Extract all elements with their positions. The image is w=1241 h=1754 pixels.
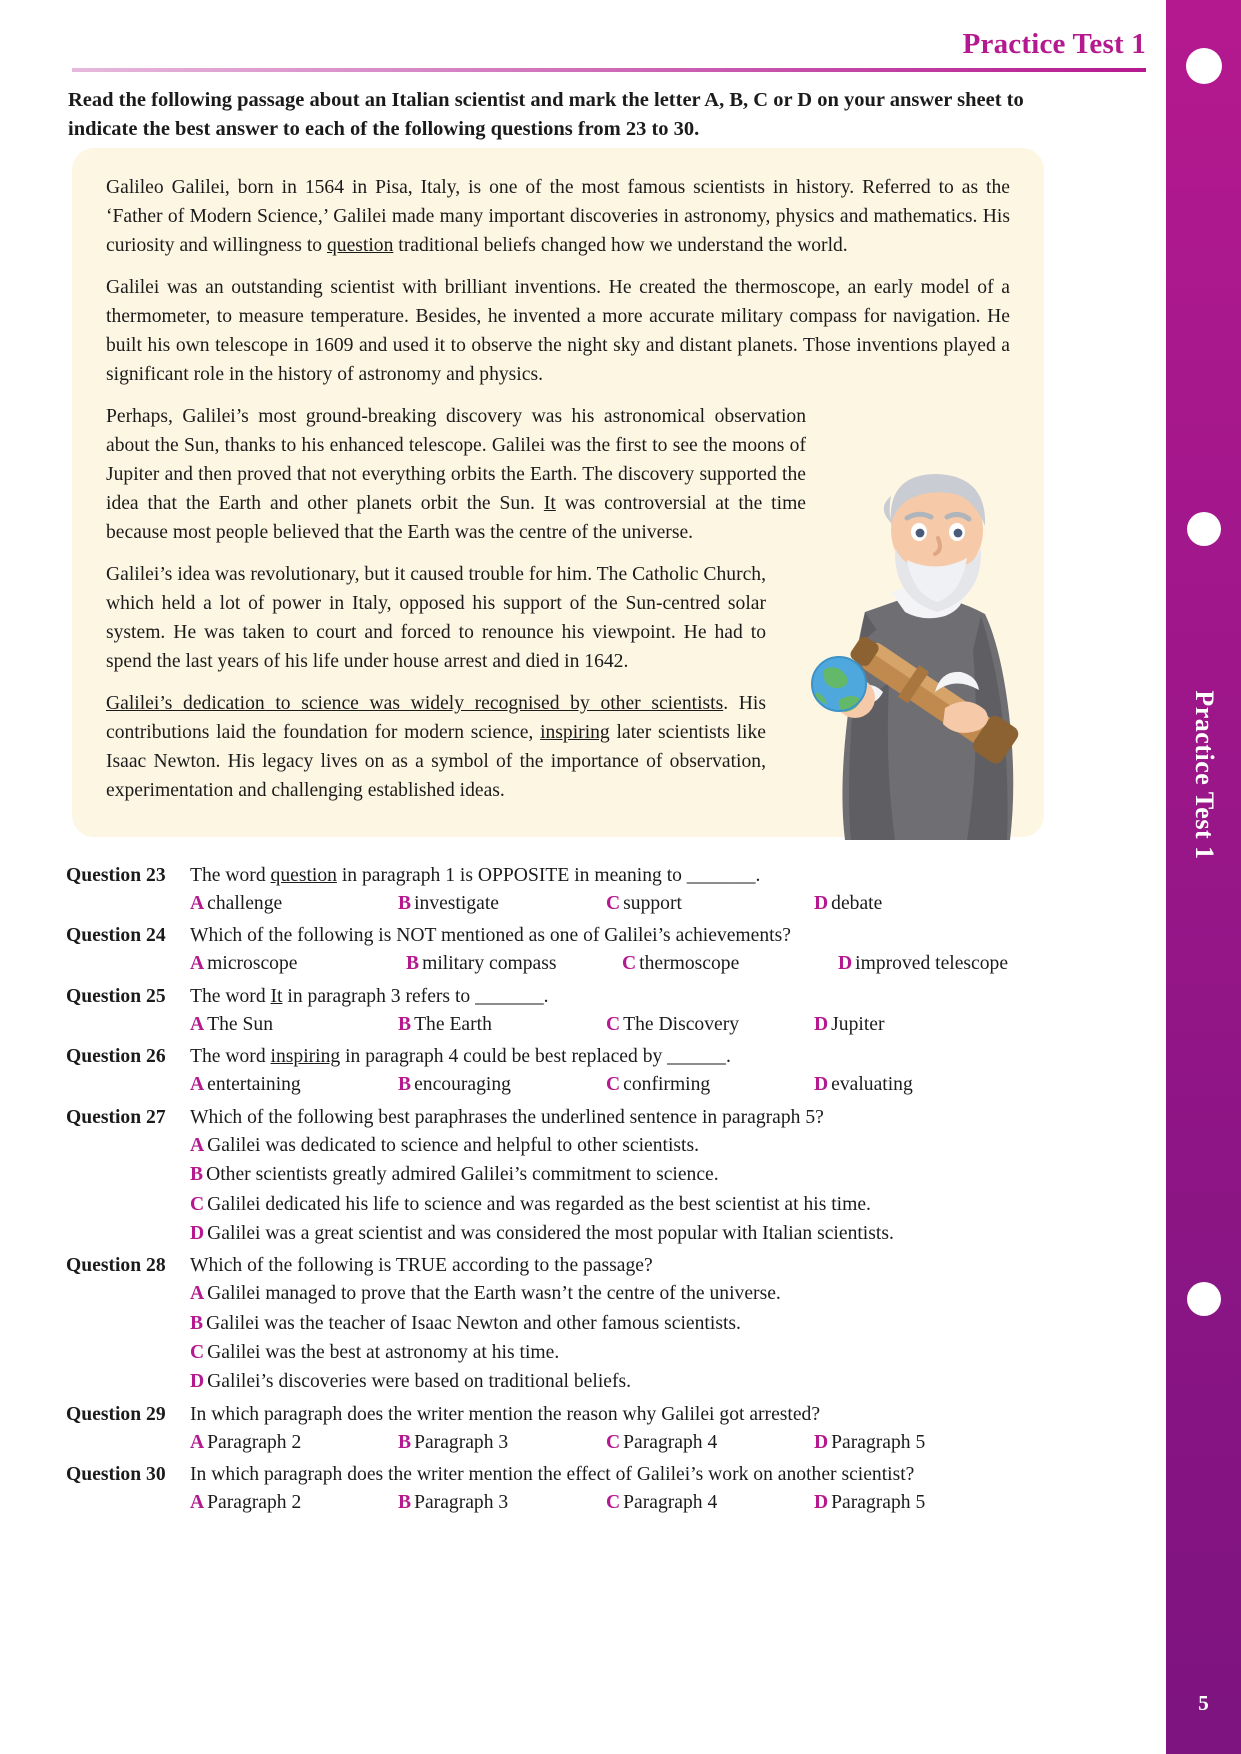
option-letter: B xyxy=(190,1164,204,1186)
option-a[interactable] xyxy=(190,1279,1066,1308)
question-text-part-b: in paragraph 1 is OPPOSITE in meaning to _______. xyxy=(336,865,761,886)
option-letter: A xyxy=(190,1074,205,1096)
option-column xyxy=(190,1279,1066,1397)
question-block xyxy=(66,922,1066,978)
question-number: Question 30 xyxy=(66,1464,166,1486)
option-a[interactable] xyxy=(190,1488,398,1517)
option-row xyxy=(190,1428,1066,1457)
option-label: improved telescope xyxy=(855,953,1009,975)
option-letter: A xyxy=(190,1492,205,1514)
question-keyword: inspiring xyxy=(270,1046,341,1068)
question-text-part-a: Which of the following is TRUE according to the passage? xyxy=(190,1255,653,1277)
option-label: Paragraph 3 xyxy=(414,1431,509,1453)
option-c[interactable] xyxy=(606,889,814,918)
option-letter: B xyxy=(398,1013,412,1035)
option-b[interactable] xyxy=(398,1488,606,1517)
question-block xyxy=(66,1401,1066,1457)
question-text-part-b: in paragraph 4 could be best replaced by ______. xyxy=(340,1046,731,1068)
option-label: Galilei managed to prove that the Earth wasn’t the centre of the universe. xyxy=(207,1283,781,1305)
question-text-part-b: in paragraph 3 refers to _______. xyxy=(282,985,549,1007)
rail-dot-3 xyxy=(1187,1282,1221,1316)
option-letter: C xyxy=(190,1193,205,1215)
option-letter: A xyxy=(190,1283,205,1305)
option-letter: D xyxy=(814,1074,829,1096)
option-letter: D xyxy=(814,1492,829,1514)
option-row xyxy=(190,1070,1066,1099)
option-c[interactable] xyxy=(190,1338,1066,1367)
option-d[interactable] xyxy=(190,1367,1066,1396)
option-letter: D xyxy=(838,953,853,975)
option-letter: B xyxy=(398,1431,412,1453)
question-text-part-a: The word xyxy=(190,865,271,886)
option-label: military compass xyxy=(422,953,557,975)
option-label: thermoscope xyxy=(639,953,740,975)
option-d[interactable] xyxy=(814,1070,1022,1099)
passage-paragraph-3 xyxy=(106,403,806,548)
option-b[interactable] xyxy=(398,1070,606,1099)
passage-p1-part-b: traditional beliefs changed how we understand the world. xyxy=(393,234,848,256)
option-label: Paragraph 2 xyxy=(207,1431,302,1453)
option-d[interactable] xyxy=(814,1428,1022,1457)
option-letter: D xyxy=(190,1371,205,1393)
option-d[interactable] xyxy=(838,949,1054,978)
passage-p5-part-b: later scientists like Isaac Newton. His legacy lives on as a symbol of the importance of observation, experimentation and challenging established ideas. xyxy=(106,721,766,801)
question-keyword: It xyxy=(270,985,283,1007)
passage-paragraph-4: Galilei’s idea was revolutionary, but it caused trouble for him. The Catholic Church, which held a lot of power in Italy, opposed his support of the Sun-centred solar system. He was taken to court and forced to renounce his viewpoint. He had to spend the last years of his life under house arrest and died in 1642. xyxy=(106,563,766,672)
option-label: Galilei dedicated his life to science and was regarded as the best scientist at his time. xyxy=(207,1193,871,1215)
question-text xyxy=(190,862,1066,889)
option-c[interactable] xyxy=(606,1428,814,1457)
option-label: investigate xyxy=(414,893,499,915)
question-stem xyxy=(66,922,1066,949)
question-number: Question 29 xyxy=(66,1403,166,1425)
rail-vertical-title: Practice Test 1 xyxy=(1189,690,1219,860)
option-label: microscope xyxy=(207,953,298,975)
question-stem xyxy=(66,1401,1066,1428)
passage-p5-keyword: inspiring xyxy=(540,721,610,743)
passage-p1-keyword: question xyxy=(326,234,394,256)
question-block xyxy=(66,1104,1066,1249)
option-letter: B xyxy=(406,953,420,975)
option-letter: B xyxy=(398,1074,412,1096)
rail-dot-1 xyxy=(1186,48,1222,84)
option-label: Galilei was the teacher of Isaac Newton and other famous scientists. xyxy=(206,1312,741,1334)
question-text-part-a: In which paragraph does the writer mention the reason why Galilei got arrested? xyxy=(190,1403,821,1425)
passage-p1-part-a: Galileo Galilei, born in 1564 in Pisa, Italy, is one of the most famous scientists in history. Referred to as the ‘Father of Modern Science,’ Galilei made many important discoveries in astronomy, physics and mathematics. His curiosity and willingness to xyxy=(106,177,1010,256)
option-letter: C xyxy=(190,1342,205,1364)
option-label: Galilei was a great scientist and was considered the most popular with Italian scientists. xyxy=(207,1222,894,1244)
option-letter: C xyxy=(606,1492,621,1514)
option-d[interactable] xyxy=(190,1219,1066,1248)
passage-paragraph-1 xyxy=(106,174,1010,261)
passage-p3-part-b: was controversial at the time because most people believed that the Earth was the centre of the universe. xyxy=(106,492,807,543)
option-c[interactable] xyxy=(606,1010,814,1039)
question-number: Question 23 xyxy=(66,865,166,886)
passage-paragraph-2: Galilei was an outstanding scientist with brilliant inventions. He created the thermoscope, an early model of a thermometer, to measure temperature. Besides, he invented a more accurate military compass for navigation. He built his own telescope in 1609 and used it to observe the night sky and distant planets. Those inventions played a significant role in the history of astronomy and physics. xyxy=(106,276,1010,385)
option-label: Paragraph 4 xyxy=(623,1492,718,1514)
passage-p3-part-a: Perhaps, Galilei’s most ground-breaking discovery was his astronomical observation about the Sun, thanks to his enhanced telescope. Galilei was the first to see the moons of Jupiter and then proved that not everything orbits the Earth. The discovery supported the idea that the Earth and other planets orbit the Sun. xyxy=(106,405,806,514)
option-d[interactable] xyxy=(814,889,1022,918)
page-title: Practice Test 1 xyxy=(962,28,1146,60)
option-letter: B xyxy=(398,893,412,915)
galileo-illustration xyxy=(795,452,1045,842)
option-label: encouraging xyxy=(414,1074,511,1096)
option-letter: A xyxy=(190,893,205,915)
option-label: Paragraph 2 xyxy=(207,1492,302,1514)
option-row xyxy=(190,1010,1066,1039)
option-row xyxy=(190,949,1066,978)
option-label: Jupiter xyxy=(831,1013,885,1035)
question-number: Question 27 xyxy=(66,1106,166,1128)
option-row xyxy=(190,889,1066,918)
passage-p5-part-a: . His contributions laid the foundation for modern science, xyxy=(106,692,766,743)
question-stem xyxy=(66,1043,1066,1070)
option-label: Galilei was the best at astronomy at his time. xyxy=(207,1342,560,1364)
option-d[interactable] xyxy=(814,1488,1022,1517)
question-text xyxy=(190,1401,1066,1428)
option-a[interactable] xyxy=(190,889,398,918)
option-a[interactable] xyxy=(190,1070,398,1099)
question-block xyxy=(66,1043,1066,1099)
question-text-part-a: The word xyxy=(190,985,271,1007)
option-b[interactable] xyxy=(190,1309,1066,1338)
question-text-part-a: In which paragraph does the writer mention the effect of Galilei’s work on another scientist? xyxy=(190,1464,915,1486)
option-a[interactable] xyxy=(190,1010,398,1039)
passage-paragraph-5 xyxy=(106,690,766,806)
question-text xyxy=(190,983,1066,1010)
option-label: challenge xyxy=(207,893,283,915)
option-label: The Discovery xyxy=(623,1013,740,1035)
question-text xyxy=(190,922,1066,949)
option-label: Galilei’s discoveries were based on traditional beliefs. xyxy=(207,1371,632,1393)
question-block xyxy=(66,1461,1066,1517)
question-stem xyxy=(66,1252,1066,1279)
option-b[interactable] xyxy=(406,949,622,978)
instruction-text: Read the following passage about an Italian scientist and mark the letter A, B, C or D on your answer sheet to indicate the best answer to each of the following questions from 23 to 30. xyxy=(68,89,1024,141)
question-block xyxy=(66,862,1066,918)
option-c[interactable] xyxy=(190,1190,1066,1219)
option-label: Galilei was dedicated to science and helpful to other scientists. xyxy=(207,1134,700,1156)
option-letter: D xyxy=(814,893,829,915)
option-label: debate xyxy=(831,893,883,915)
question-text xyxy=(190,1252,1066,1279)
rail-dot-2 xyxy=(1187,512,1221,546)
question-block xyxy=(66,983,1066,1039)
question-number: Question 25 xyxy=(66,985,166,1007)
option-letter: A xyxy=(190,1013,205,1035)
option-column xyxy=(190,1131,1066,1249)
option-row xyxy=(190,1488,1066,1517)
option-label: Paragraph 3 xyxy=(414,1492,509,1514)
option-b[interactable] xyxy=(398,889,606,918)
question-stem xyxy=(66,1461,1066,1488)
question-number: Question 28 xyxy=(66,1255,166,1277)
option-letter: A xyxy=(190,953,205,975)
question-stem xyxy=(66,862,1066,889)
option-b[interactable] xyxy=(398,1428,606,1457)
option-label: Other scientists greatly admired Galilei’s commitment to science. xyxy=(206,1164,719,1186)
option-label: The Sun xyxy=(207,1013,274,1035)
option-label: support xyxy=(623,893,682,915)
side-rail xyxy=(1166,0,1241,1754)
question-number: Question 26 xyxy=(66,1046,166,1068)
option-letter: C xyxy=(606,893,621,915)
option-d[interactable] xyxy=(814,1010,1022,1039)
option-letter: D xyxy=(190,1222,205,1244)
option-c[interactable] xyxy=(622,949,838,978)
question-number: Question 24 xyxy=(66,925,166,947)
question-block xyxy=(66,1252,1066,1397)
option-letter: C xyxy=(606,1013,621,1035)
question-text xyxy=(190,1043,1066,1070)
question-text xyxy=(190,1461,1066,1488)
option-label: Paragraph 5 xyxy=(831,1492,926,1514)
option-label: The Earth xyxy=(414,1013,492,1035)
question-stem xyxy=(66,1104,1066,1131)
question-list xyxy=(66,862,1066,1522)
option-label: evaluating xyxy=(831,1074,913,1096)
question-stem xyxy=(66,983,1066,1010)
option-letter: B xyxy=(190,1312,204,1334)
question-keyword: question xyxy=(270,865,337,886)
page-number: 5 xyxy=(1198,1691,1209,1715)
option-a[interactable] xyxy=(190,1428,398,1457)
option-label: entertaining xyxy=(207,1074,301,1096)
option-letter: C xyxy=(606,1074,621,1096)
option-letter: A xyxy=(190,1134,205,1156)
header-divider xyxy=(72,68,1146,72)
option-b[interactable] xyxy=(398,1010,606,1039)
option-letter: C xyxy=(622,953,637,975)
rail-cap-shape xyxy=(1166,0,1241,48)
option-letter: A xyxy=(190,1431,205,1453)
option-letter: C xyxy=(606,1431,621,1453)
passage-p3-keyword: It xyxy=(543,492,556,514)
option-c[interactable] xyxy=(606,1070,814,1099)
option-label: Paragraph 5 xyxy=(831,1431,926,1453)
option-label: Paragraph 4 xyxy=(623,1431,718,1453)
option-b[interactable] xyxy=(190,1160,1066,1189)
passage-p5-underlined-sentence: Galilei’s dedication to science was widely recognised by other scientists xyxy=(106,692,724,714)
option-a[interactable] xyxy=(190,1131,1066,1160)
option-a[interactable] xyxy=(190,949,406,978)
question-text-part-a: Which of the following is NOT mentioned as one of Galilei’s achievements? xyxy=(190,925,791,947)
option-letter: B xyxy=(398,1492,412,1514)
question-text xyxy=(190,1104,1066,1131)
option-letter: D xyxy=(814,1431,829,1453)
option-label: confirming xyxy=(623,1074,711,1096)
option-letter: D xyxy=(814,1013,829,1035)
question-text-part-a: Which of the following best paraphrases the underlined sentence in paragraph 5? xyxy=(190,1106,824,1128)
question-text-part-a: The word xyxy=(190,1046,271,1068)
option-c[interactable] xyxy=(606,1488,814,1517)
